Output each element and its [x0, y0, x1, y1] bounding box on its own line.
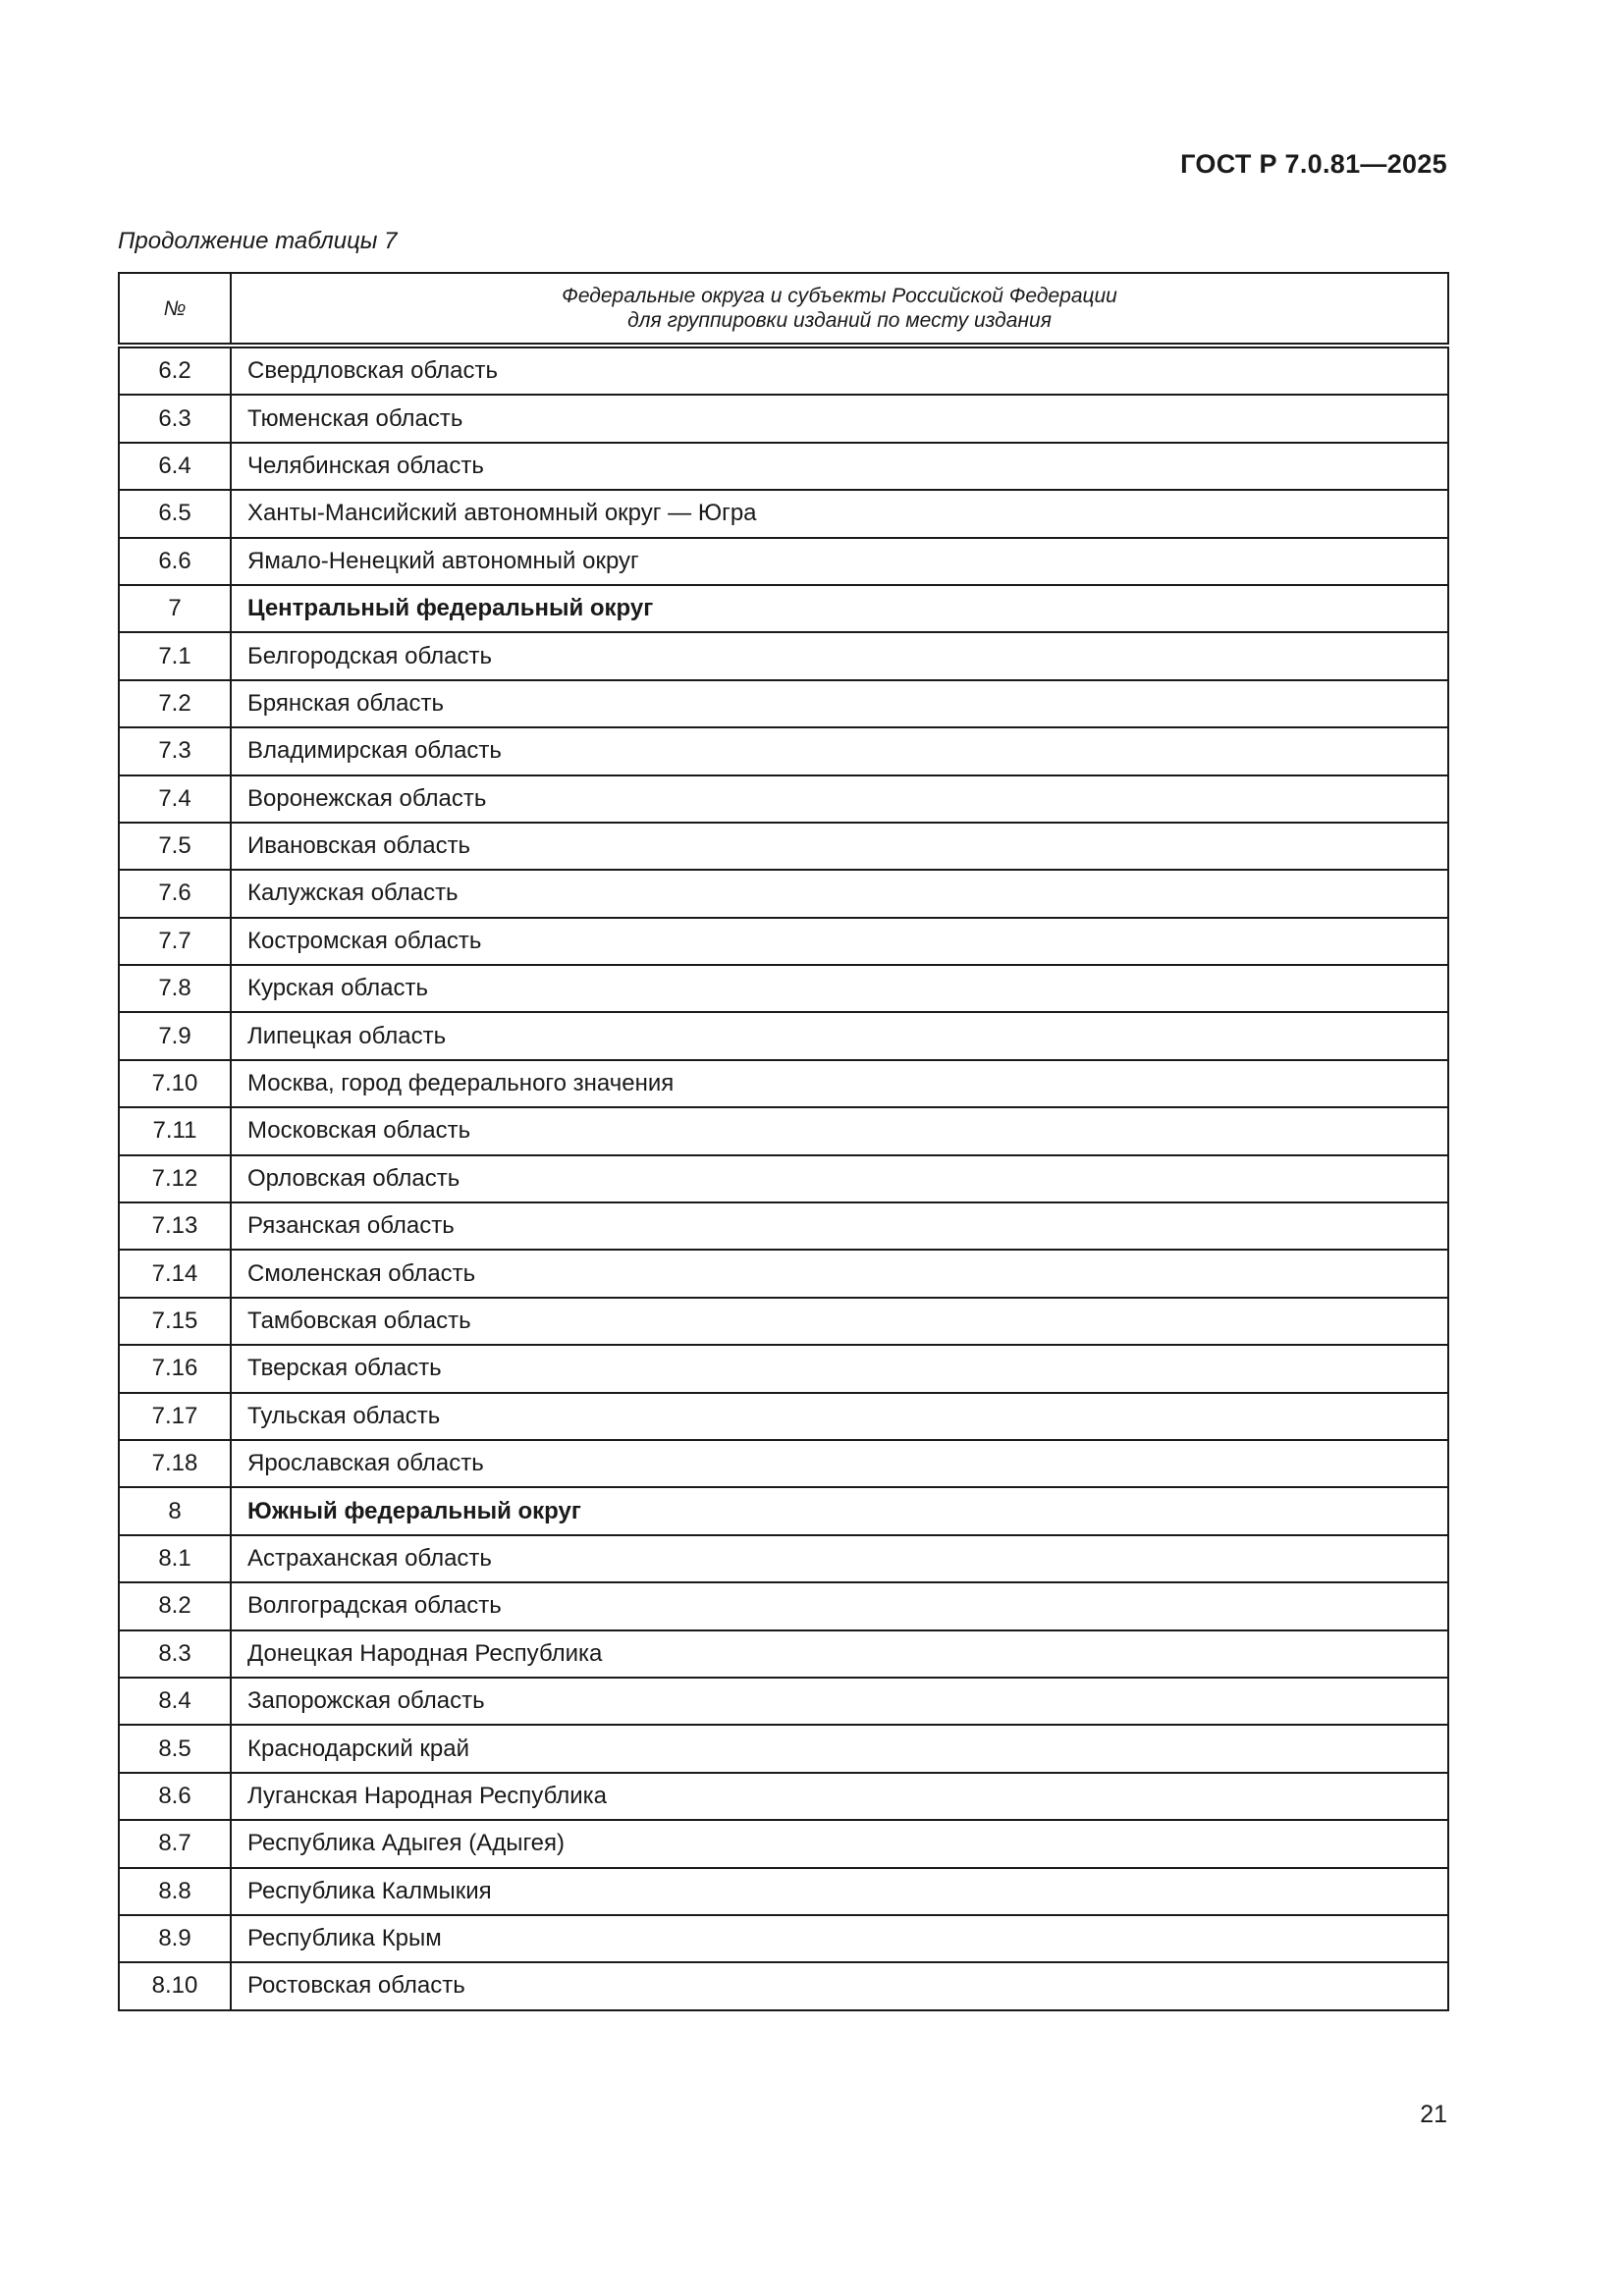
- column-header-name-line2: для группировки изданий по месту издания: [627, 309, 1052, 332]
- row-number-cell: 7: [119, 585, 231, 632]
- region-name-cell: Брянская область: [231, 680, 1448, 727]
- table-row: [119, 1725, 1448, 1772]
- region-name-cell: Краснодарский край: [231, 1725, 1448, 1772]
- row-number-cell: 8: [119, 1487, 231, 1534]
- row-number-cell: 8.5: [119, 1725, 231, 1772]
- region-name-cell: Запорожская область: [231, 1678, 1448, 1725]
- region-name-cell: Тульская область: [231, 1393, 1448, 1440]
- column-header-name-line1: Федеральные округа и субъекты Российской Федерации: [562, 285, 1117, 307]
- region-name-cell: Тюменская область: [231, 395, 1448, 442]
- region-name-cell: Челябинская область: [231, 443, 1448, 490]
- region-name-cell: Костромская область: [231, 918, 1448, 965]
- row-number-cell: 7.10: [119, 1060, 231, 1107]
- region-name-cell: Ханты-Мансийский автономный округ — Югра: [231, 490, 1448, 537]
- table-row: [119, 775, 1448, 823]
- region-name-cell: Ямало-Ненецкий автономный округ: [231, 538, 1448, 585]
- row-number-cell: 7.9: [119, 1012, 231, 1059]
- row-number-cell: 7.8: [119, 965, 231, 1012]
- row-number-cell: 7.16: [119, 1345, 231, 1392]
- row-number-cell: 8.4: [119, 1678, 231, 1725]
- table-row: [119, 1820, 1448, 1867]
- region-name-cell: Волгоградская область: [231, 1582, 1448, 1629]
- row-number-cell: 7.4: [119, 775, 231, 823]
- row-number-cell: 7.12: [119, 1155, 231, 1202]
- region-name-cell: Калужская область: [231, 870, 1448, 917]
- region-name-cell: Республика Калмыкия: [231, 1868, 1448, 1915]
- region-name-cell: Ярославская область: [231, 1440, 1448, 1487]
- table-row: [119, 1155, 1448, 1202]
- table-row: [119, 1773, 1448, 1820]
- region-name-cell: Свердловская область: [231, 346, 1448, 395]
- table-row: [119, 1868, 1448, 1915]
- table-row: [119, 1440, 1448, 1487]
- district-name-cell: Южный федеральный округ: [231, 1487, 1448, 1534]
- region-name-cell: Орловская область: [231, 1155, 1448, 1202]
- table-row: [119, 1107, 1448, 1154]
- row-number-cell: 6.5: [119, 490, 231, 537]
- region-name-cell: Москва, город федерального значения: [231, 1060, 1448, 1107]
- row-number-cell: 7.2: [119, 680, 231, 727]
- row-number-cell: 7.18: [119, 1440, 231, 1487]
- region-name-cell: Тамбовская область: [231, 1298, 1448, 1345]
- table-row: [119, 632, 1448, 679]
- district-name-cell: Центральный федеральный округ: [231, 585, 1448, 632]
- table-row: [119, 823, 1448, 870]
- region-name-cell: Тверская область: [231, 1345, 1448, 1392]
- region-name-cell: Донецкая Народная Республика: [231, 1630, 1448, 1678]
- region-name-cell: Смоленская область: [231, 1250, 1448, 1297]
- row-number-cell: 7.1: [119, 632, 231, 679]
- table-row: [119, 1345, 1448, 1392]
- row-number-cell: 6.2: [119, 346, 231, 395]
- row-number-cell: 8.9: [119, 1915, 231, 1962]
- table-row: [119, 1962, 1448, 2009]
- column-header-number: №: [119, 273, 231, 346]
- table-row-district: [119, 585, 1448, 632]
- table-row: [119, 1535, 1448, 1582]
- table-row: [119, 918, 1448, 965]
- document-code: ГОСТ Р 7.0.81—2025: [1180, 149, 1447, 179]
- table-row: [119, 538, 1448, 585]
- table-row: [119, 1298, 1448, 1345]
- row-number-cell: 7.11: [119, 1107, 231, 1154]
- row-number-cell: 8.10: [119, 1962, 231, 2009]
- region-name-cell: Ростовская область: [231, 1962, 1448, 2009]
- row-number-cell: 8.7: [119, 1820, 231, 1867]
- table-row: [119, 1393, 1448, 1440]
- row-number-cell: 7.3: [119, 727, 231, 774]
- table-header: [119, 273, 1448, 346]
- row-number-cell: 7.14: [119, 1250, 231, 1297]
- table-row: [119, 1915, 1448, 1962]
- table-continuation-caption: Продолжение таблицы 7: [118, 228, 398, 254]
- region-name-cell: Курская область: [231, 965, 1448, 1012]
- table-row: [119, 1678, 1448, 1725]
- row-number-cell: 6.4: [119, 443, 231, 490]
- row-number-cell: 8.1: [119, 1535, 231, 1582]
- row-number-cell: 7.7: [119, 918, 231, 965]
- region-name-cell: Ивановская область: [231, 823, 1448, 870]
- region-name-cell: Луганская Народная Республика: [231, 1773, 1448, 1820]
- table-row-district: [119, 1487, 1448, 1534]
- table-row: [119, 727, 1448, 774]
- table-row: [119, 1250, 1448, 1297]
- region-name-cell: Воронежская область: [231, 775, 1448, 823]
- row-number-cell: 8.2: [119, 1582, 231, 1629]
- table-row: [119, 395, 1448, 442]
- table-row: [119, 1060, 1448, 1107]
- table-row: [119, 1582, 1448, 1629]
- column-header-name: [231, 273, 1448, 346]
- region-name-cell: Астраханская область: [231, 1535, 1448, 1582]
- table-row: [119, 965, 1448, 1012]
- region-name-cell: Липецкая область: [231, 1012, 1448, 1059]
- row-number-cell: 7.5: [119, 823, 231, 870]
- row-number-cell: 8.6: [119, 1773, 231, 1820]
- row-number-cell: 6.6: [119, 538, 231, 585]
- table-header-row: [119, 273, 1448, 346]
- row-number-cell: 7.13: [119, 1202, 231, 1250]
- row-number-cell: 7.6: [119, 870, 231, 917]
- table-row: [119, 346, 1448, 395]
- row-number-cell: 8.8: [119, 1868, 231, 1915]
- row-number-cell: 8.3: [119, 1630, 231, 1678]
- region-name-cell: Рязанская область: [231, 1202, 1448, 1250]
- page-number: 21: [1420, 2101, 1447, 2128]
- row-number-cell: 7.17: [119, 1393, 231, 1440]
- row-number-cell: 6.3: [119, 395, 231, 442]
- table-row: [119, 490, 1448, 537]
- region-name-cell: Белгородская область: [231, 632, 1448, 679]
- region-name-cell: Владимирская область: [231, 727, 1448, 774]
- table-row: [119, 870, 1448, 917]
- row-number-cell: 7.15: [119, 1298, 231, 1345]
- table-row: [119, 443, 1448, 490]
- table-row: [119, 1202, 1448, 1250]
- table-row: [119, 680, 1448, 727]
- table-body: [119, 346, 1448, 2010]
- table-row: [119, 1630, 1448, 1678]
- table-row: [119, 1012, 1448, 1059]
- regions-table: [118, 272, 1449, 2011]
- region-name-cell: Республика Адыгея (Адыгея): [231, 1820, 1448, 1867]
- region-name-cell: Московская область: [231, 1107, 1448, 1154]
- region-name-cell: Республика Крым: [231, 1915, 1448, 1962]
